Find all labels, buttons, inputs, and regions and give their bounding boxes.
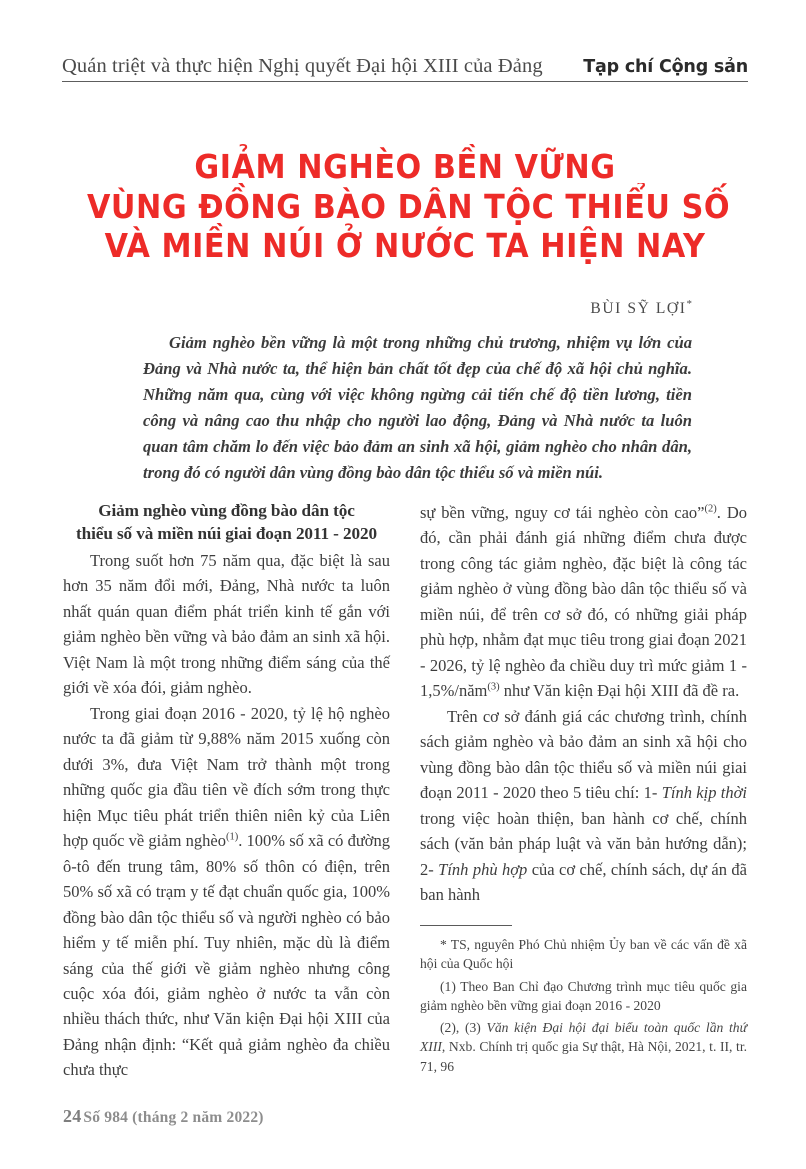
footnote-author-marker: * xyxy=(440,937,447,952)
section-heading xyxy=(63,500,390,546)
section-heading-line-2: thiểu số và miền núi giai đoạn 2011 - 2020 xyxy=(76,523,377,543)
journal-masthead: Tạp chí Cộng sản xyxy=(583,57,748,77)
criterion-1-term: Tính kịp thời xyxy=(661,783,747,803)
left-column xyxy=(63,500,390,1100)
footnote-2-3-title: Văn kiện Đại hội đại biểu toàn quốc lần thứ XIII xyxy=(420,1020,747,1055)
footnote-2-3-marker: (2), (3) xyxy=(440,1020,481,1036)
article-title-line-1: GIẢM NGHÈO BỀN VỮNG xyxy=(194,148,616,186)
right-paragraph-1-text-b: . Do đó, cần phải đánh giá những điểm chưa được trong công tác giảm nghèo, đặc biệt là công tác giảm nghèo ở vùng đồng bào dân tộc thiểu số và miền núi, để trên cơ sở đó, có những giải pháp phù hợp, nhằm đạt mục tiêu trong giai đoạn 2021 - 2026, tỷ lệ nghèo đa chiều duy trì mức giảm 1 - 1,5%/năm xyxy=(420,503,747,701)
footnote-separator-rule xyxy=(420,925,512,926)
body-columns xyxy=(63,500,748,1100)
article-title-line-2: VÙNG ĐỒNG BÀO DÂN TỘC THIỂU SỐ xyxy=(86,187,731,226)
right-paragraph-1-text-c: như Văn kiện Đại hội XIII đã đề ra. xyxy=(499,681,740,701)
footnote-2-3-text: , Nxb. Chính trị quốc gia Sự thật, Hà Nội, 2021, t. II, tr. 71, 96 xyxy=(420,1039,747,1074)
page-number: 24 xyxy=(63,1106,82,1126)
left-paragraph-2-text-a: Trong giai đoạn 2016 - 2020, tỷ lệ hộ nghèo nước ta đã giảm từ 9,88% năm 2015 xuống còn dưới 3%, đưa Việt Nam trở thành một trong những quốc gia đầu tiên về đích sớm trong thực hiện Mục tiêu phát triển thiên niên kỷ của Liên hợp quốc về giảm nghèo xyxy=(63,703,390,851)
criterion-2-term: Tính phù hợp xyxy=(438,859,528,879)
footnotes-block xyxy=(420,925,747,1079)
left-paragraph-2 xyxy=(63,701,390,1083)
right-paragraph-2-text-c: của cơ chế, chính sách, dự án đã ban hành xyxy=(420,859,747,905)
author-footnote-marker: * xyxy=(686,298,692,310)
right-paragraph-1 xyxy=(420,500,747,704)
footnote-ref-1: (1) xyxy=(225,831,239,843)
article-title xyxy=(63,148,747,267)
author-byline xyxy=(63,298,692,318)
running-head xyxy=(62,48,748,82)
left-paragraph-2-text-b: . 100% số xã có đường ô-tô đến trung tâm, 80% số thôn có điện, trên 50% số xã có trạm y tế đạt chuẩn quốc gia, 100% đồng bào dân tộc thiểu số và người nghèo có bảo hiểm y tế miễn phí. Tuy nhiên, mặc dù là điểm sáng của thế giới về giảm nghèo nhưng công cuộc xóa đói, giảm nghèo ở nước ta vẫn còn nhiều thách thức, như Văn kiện Đại hội XIII của Đảng nhận định: “Kết quả giảm nghèo đa chiều chưa thực xyxy=(63,831,390,1080)
footnote-ref-2: (2) xyxy=(704,503,717,515)
right-column xyxy=(420,500,747,1100)
right-paragraph-2-text-b: trong việc hoàn thiện, ban hành cơ chế, chính sách (văn bản pháp luật và văn bản hướng dẫn); 2- xyxy=(420,808,747,879)
right-paragraph-2-text-a: Trên cơ sở đánh giá các chương trình, chính sách giảm nghèo và bảo đảm an sinh xã hội cho vùng đồng bào dân tộc thiểu số và miền núi giai đoạn 2011 - 2020 theo 5 tiêu chí: 1- xyxy=(420,706,747,803)
left-paragraph-1: Trong suốt hơn 75 năm qua, đặc biệt là sau hơn 35 năm đổi mới, Đảng, Nhà nước ta luôn nhất quán quan điểm phát triển kinh tế gắn với giảm nghèo bền vững và bảo đảm an sinh xã hội. Việt Nam là một trong những điểm sáng của thế giới về xóa đói, giảm nghèo. xyxy=(63,550,390,698)
issue-info: Số 984 (tháng 2 năm 2022) xyxy=(83,1109,264,1126)
page-footer xyxy=(63,1106,264,1127)
right-paragraph-2 xyxy=(420,704,747,908)
footnote-author-text: TS, nguyên Phó Chủ nhiệm Ủy ban về các vấn đề xã hội của Quốc hội xyxy=(420,937,747,972)
footnote-1 xyxy=(420,977,747,1016)
footnote-author xyxy=(420,935,747,974)
footnote-2-3 xyxy=(420,1018,747,1076)
author-name: BÙI SỸ LỢI xyxy=(590,300,687,318)
right-paragraph-1-text-a: sự bền vững, nguy cơ tái nghèo còn cao” xyxy=(420,503,705,522)
footnote-ref-3: (3) xyxy=(487,681,500,693)
footnote-1-marker: (1) xyxy=(440,978,456,994)
lead-paragraph: Giảm nghèo bền vững là một trong những chủ trương, nhiệm vụ lớn của Đảng và Nhà nước ta, thể hiện bản chất tốt đẹp của chế độ xã hội chủ nghĩa. Những năm qua, cùng với việc không ngừng cải tiến chế độ tiền lương, tiền công và nâng cao thu nhập cho người lao động, Đảng và Nhà nước ta luôn quan tâm chăm lo đến việc bảo đảm an sinh xã hội, giảm nghèo cho nhân dân, trong đó có người dân vùng đồng bào dân tộc thiểu số và miền núi. xyxy=(143,333,692,482)
running-head-section-title: Quán triệt và thực hiện Nghị quyết Đại hội XIII của Đảng xyxy=(62,55,543,77)
footnote-1-text: Theo Ban Chỉ đạo Chương trình mục tiêu quốc gia giảm nghèo bền vững giai đoạn 2016 - 2020 xyxy=(420,978,747,1013)
article-title-line-3: VÀ MIỀN NÚI Ở NƯỚC TA HIỆN NAY xyxy=(104,227,706,266)
section-heading-line-1: Giảm nghèo vùng đồng bào dân tộc xyxy=(98,501,355,520)
